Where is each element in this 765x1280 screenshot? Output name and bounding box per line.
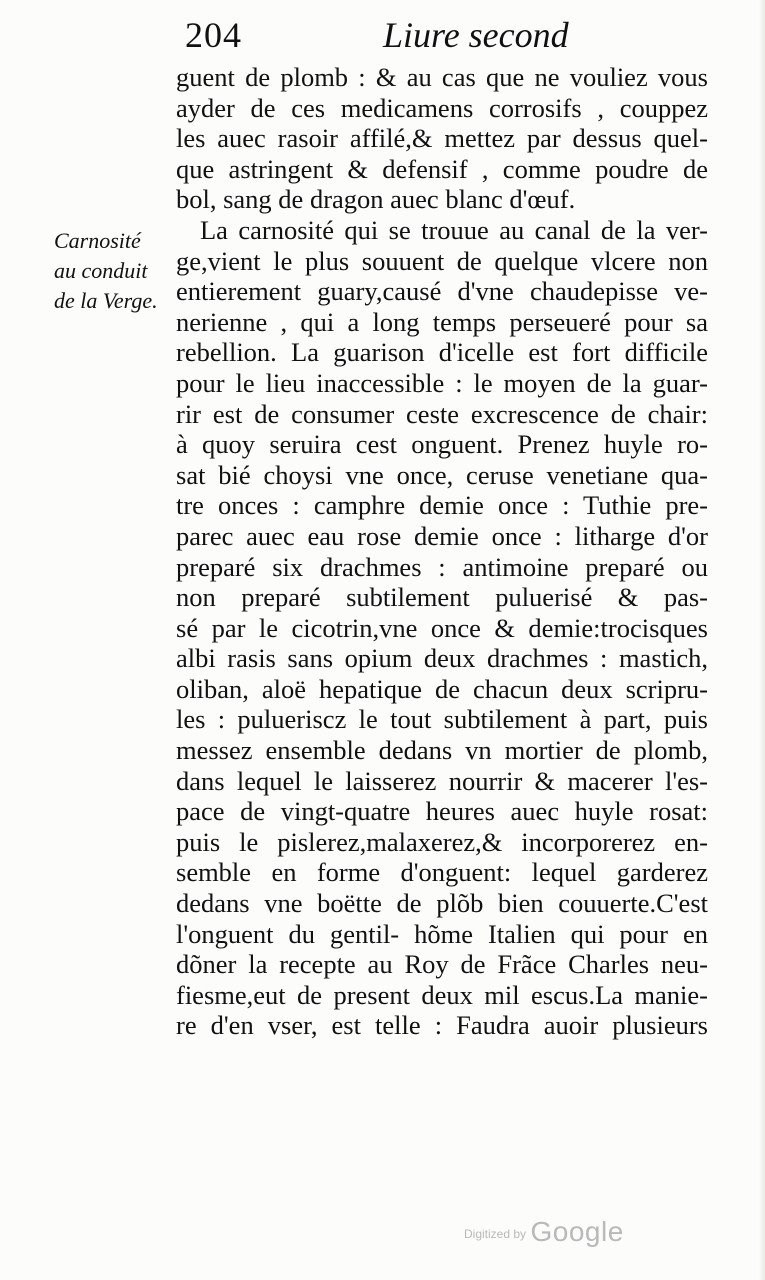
text-line: preparé six drachmes : antimoine preparé ou: [176, 551, 708, 582]
google-logo-text: Google: [530, 1216, 624, 1247]
text-line: pace de vingt-quatre heures auec huyle rosat:: [176, 796, 708, 827]
text-line: que astringent & defensif , comme poudre de: [176, 153, 708, 184]
text-line: dans lequel le laisserez nourrir & macerer l'es-: [176, 765, 708, 796]
text-line: entierement guary,causé d'vne chaudepisse ve-: [176, 276, 708, 307]
text-line: oliban, aloë hepatique de chacun deux scripru-: [176, 673, 708, 704]
text-line: La carnosité qui se trouue au canal de la ver-: [200, 214, 708, 245]
text-line: l'onguent du gentil- hõme Italien qui pour en: [176, 918, 708, 949]
text-line: albi rasis sans opium deux drachmes : mastich,: [176, 643, 708, 674]
text-line: non preparé subtilement puluerisé & pas-: [176, 582, 708, 613]
margin-note-line: Carnosité: [54, 228, 141, 253]
page-edge-shadow: [759, 0, 765, 1280]
margin-note-line: de la Verge.: [54, 288, 158, 313]
text-line: à quoy seruira cest onguent. Prenez huyle ro-: [176, 429, 708, 460]
page-number: 204: [185, 15, 242, 55]
text-line: parec auec eau rose demie once : litharge d'or: [176, 520, 708, 551]
digitized-by-label: Digitized by: [464, 1227, 527, 1241]
page-header: [185, 14, 569, 60]
text-line: rebellion. La guarison d'icelle est fort difficile: [176, 337, 708, 368]
text-line: ayder de ces medicamens corrosifs , couppez: [176, 92, 708, 123]
text-line: dedans vne boëtte de plõb bien couuerte.C'est: [176, 888, 708, 919]
digitized-watermark: [464, 1216, 624, 1248]
text-line: rir est de consumer ceste excrescence de chair:: [176, 398, 708, 429]
text-line: sé par le cicotrin,vne once & demie:trocisques: [176, 612, 708, 643]
text-line: nerienne , qui a long temps perseueré pour sa: [176, 306, 708, 337]
text-line: fiesme,eut de present deux mil escus.La manie-: [176, 979, 708, 1010]
body-text: [176, 62, 708, 1041]
running-title: Liure second: [383, 15, 569, 55]
text-line: ge,vient le plus souuent de quelque vlcere non: [176, 245, 708, 276]
text-line: semble en forme d'onguent: lequel garderez: [176, 857, 708, 888]
text-line: dõner la recepte au Roy de Frãce Charles neu-: [176, 949, 708, 980]
text-line: tre onces : camphre demie once : Tuthie pre-: [176, 490, 708, 521]
text-line: messez ensemble dedans vn mortier de plomb,: [176, 735, 708, 766]
text-line: puis le pislerez,malaxerez,& incorporerez en-: [176, 826, 708, 857]
text-line: guent de plomb : & au cas que ne vouliez vous: [176, 62, 708, 92]
text-line: pour le lieu inaccessible : le moyen de la guar-: [176, 367, 708, 398]
text-line: les : pulueriscz le tout subtilement à part, puis: [176, 704, 708, 735]
margin-note: [54, 226, 184, 316]
margin-note-line: au conduit: [54, 258, 148, 283]
text-line: bol, sang de dragon auec blanc d'œuf.: [176, 184, 576, 215]
text-line: les auec rasoir affilé,& mettez par dessus quel-: [176, 123, 708, 154]
text-line: re d'en vser, est telle : Faudra auoir plusieurs: [176, 1010, 708, 1041]
text-line: sat bié choysi vne once, ceruse venetiane qua-: [176, 459, 708, 490]
